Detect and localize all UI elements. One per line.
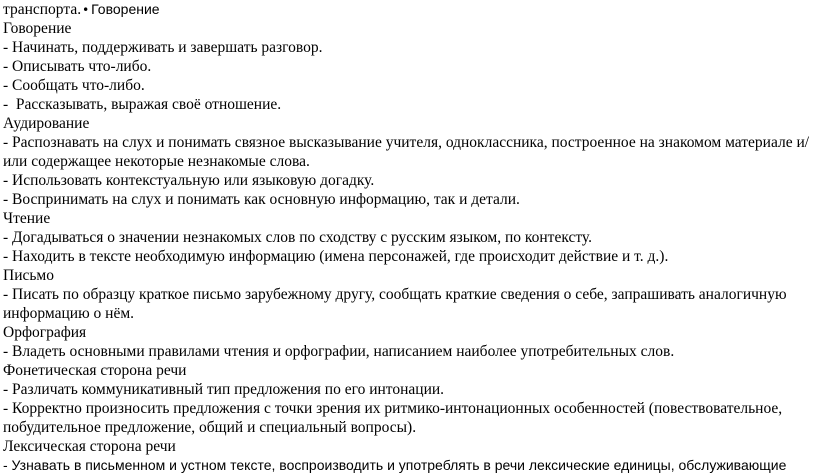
- section-heading-reading: Чтение: [3, 210, 51, 227]
- list-item: - Воспринимать на слух и понимать как основную информацию, так и детали.: [3, 191, 520, 208]
- top-line-suffix: Говорение: [91, 1, 160, 17]
- list-item: - Владеть основными правилами чтения и орфографии, написанием наиболее употребительных слов.: [3, 343, 675, 360]
- bottom-line: - Узнавать в письменном и устном тексте, воспроизводить и употреблять в речи лексические единицы, обслуживающие: [3, 457, 787, 473]
- section-heading-orthography: Орфография: [3, 324, 87, 341]
- bullet-icon: •: [82, 3, 90, 17]
- section-heading-lexis: Лексическая сторона речи: [3, 438, 176, 455]
- list-item: - Распознавать на слух и понимать связное высказывание учителя, одноклассника, построенное на знакомом материале и/или содержащее некоторые незнакомые слова.: [3, 134, 810, 170]
- list-item: - Писать по образцу краткое письмо зарубежному другу, сообщать краткие сведения о себе, запрашивать аналогичную информацию о нём.: [3, 286, 787, 322]
- list-item: - Использовать контекстуальную или языковую догадку.: [3, 172, 375, 189]
- list-item: - Различать коммуникативный тип предложения по его интонации.: [3, 381, 445, 398]
- section-heading-listening: Аудирование: [3, 115, 90, 132]
- document-body: [3, 0, 813, 475]
- list-item: - Сообщать что-либо.: [3, 77, 145, 94]
- section-heading-writing: Письмо: [3, 267, 54, 284]
- list-item: - Начинать, поддерживать и завершать разговор.: [3, 39, 323, 56]
- section-heading-phonetics: Фонетическая сторона речи: [3, 362, 187, 379]
- section-heading-speaking: Говорение: [3, 20, 72, 37]
- top-line: [3, 0, 813, 19]
- list-item: - Рассказывать, выражая своё отношение.: [3, 96, 282, 113]
- list-item: - Корректно произносить предложения с точки зрения их ритмико-интонационных особенностей (повествовательное, побудительное предложение, общий и специальный вопросы).: [3, 400, 783, 436]
- list-item: - Догадываться о значении незнакомых слов по сходству с русским языком, по контексту.: [3, 229, 592, 246]
- top-line-prefix: транспорта.: [3, 1, 82, 18]
- list-item: - Находить в тексте необходимую информацию (имена персонажей, где происходит действие и т. д.).: [3, 248, 669, 265]
- list-item: - Описывать что-либо.: [3, 58, 152, 75]
